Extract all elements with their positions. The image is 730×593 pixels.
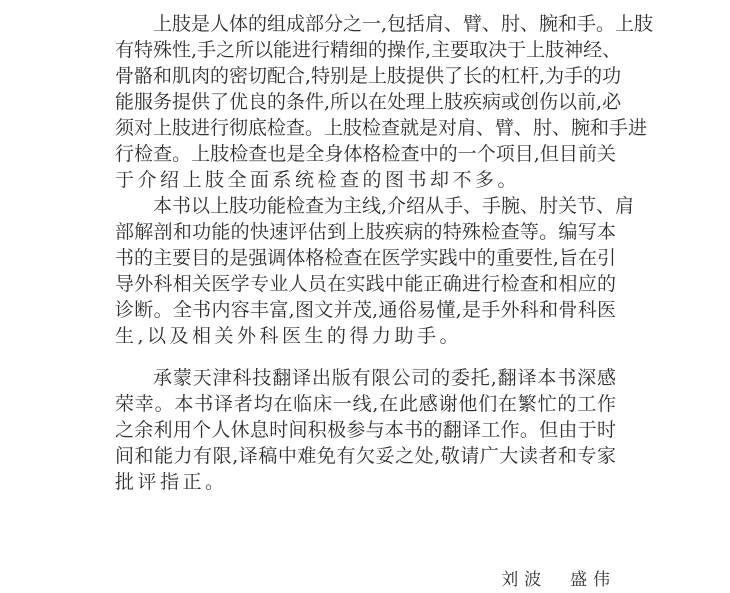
text-line: 间和能力有限,译稿中难免有欠妥之处,敬请广大读者和专家 <box>115 445 616 467</box>
text-line: 能服务提供了优良的条件,所以在处理上肢疾病或创伤以前,必 <box>115 91 622 113</box>
text-line: 有特殊性,手之所以能进行精细的操作,主要取决于上肢神经、 <box>115 39 622 61</box>
paragraph-3 <box>115 365 616 495</box>
paragraph-2 <box>115 193 635 349</box>
text-line: 书的主要目的是强调体格检查在医学实践中的重要性,旨在引 <box>115 247 616 269</box>
text-line: 于介绍上肢全面系统检查的图书却不多。 <box>115 169 521 191</box>
signature: 刘波 盛伟 <box>501 570 616 590</box>
text-line: 生,以及相关外科医生的得力助手。 <box>115 325 463 347</box>
text-line: 本书以上肢功能检查为主线,介绍从手、手腕、肘关节、肩 <box>153 195 635 217</box>
text-line: 之余利用个人休息时间积极参与本书的翻译工作。但由于时 <box>115 419 616 441</box>
text-line: 承蒙天津科技翻译出版有限公司的委托,翻译本书深感 <box>153 367 616 389</box>
text-line: 导外科相关医学专业人员在实践中能正确进行检查和相应的 <box>115 273 616 295</box>
text-line: 上肢是人体的组成部分之一,包括肩、臂、肘、腕和手。上肢 <box>153 13 654 35</box>
text-line: 须对上肢进行彻底检查。上肢检查就是对肩、臂、肘、腕和手进 <box>115 117 648 139</box>
text-line: 行检查。上肢检查也是全身体格检查中的一个项目,但目前关 <box>115 143 616 165</box>
text-line: 荣幸。本书译者均在临床一线,在此感谢他们在繁忙的工作 <box>115 393 616 415</box>
text-line: 批评指正。 <box>115 471 228 493</box>
text-line: 诊断。全书内容丰富,图文并茂,通俗易懂,是手外科和骨科医 <box>115 299 616 321</box>
text-line: 骨骼和肌肉的密切配合,特别是上肢提供了长的杠杆,为手的功 <box>115 65 622 87</box>
paragraph-1 <box>115 11 654 193</box>
text-line: 部解剖和功能的快速评估到上肢疾病的特殊检查等。编写本 <box>115 221 616 243</box>
preface-body <box>115 11 654 495</box>
